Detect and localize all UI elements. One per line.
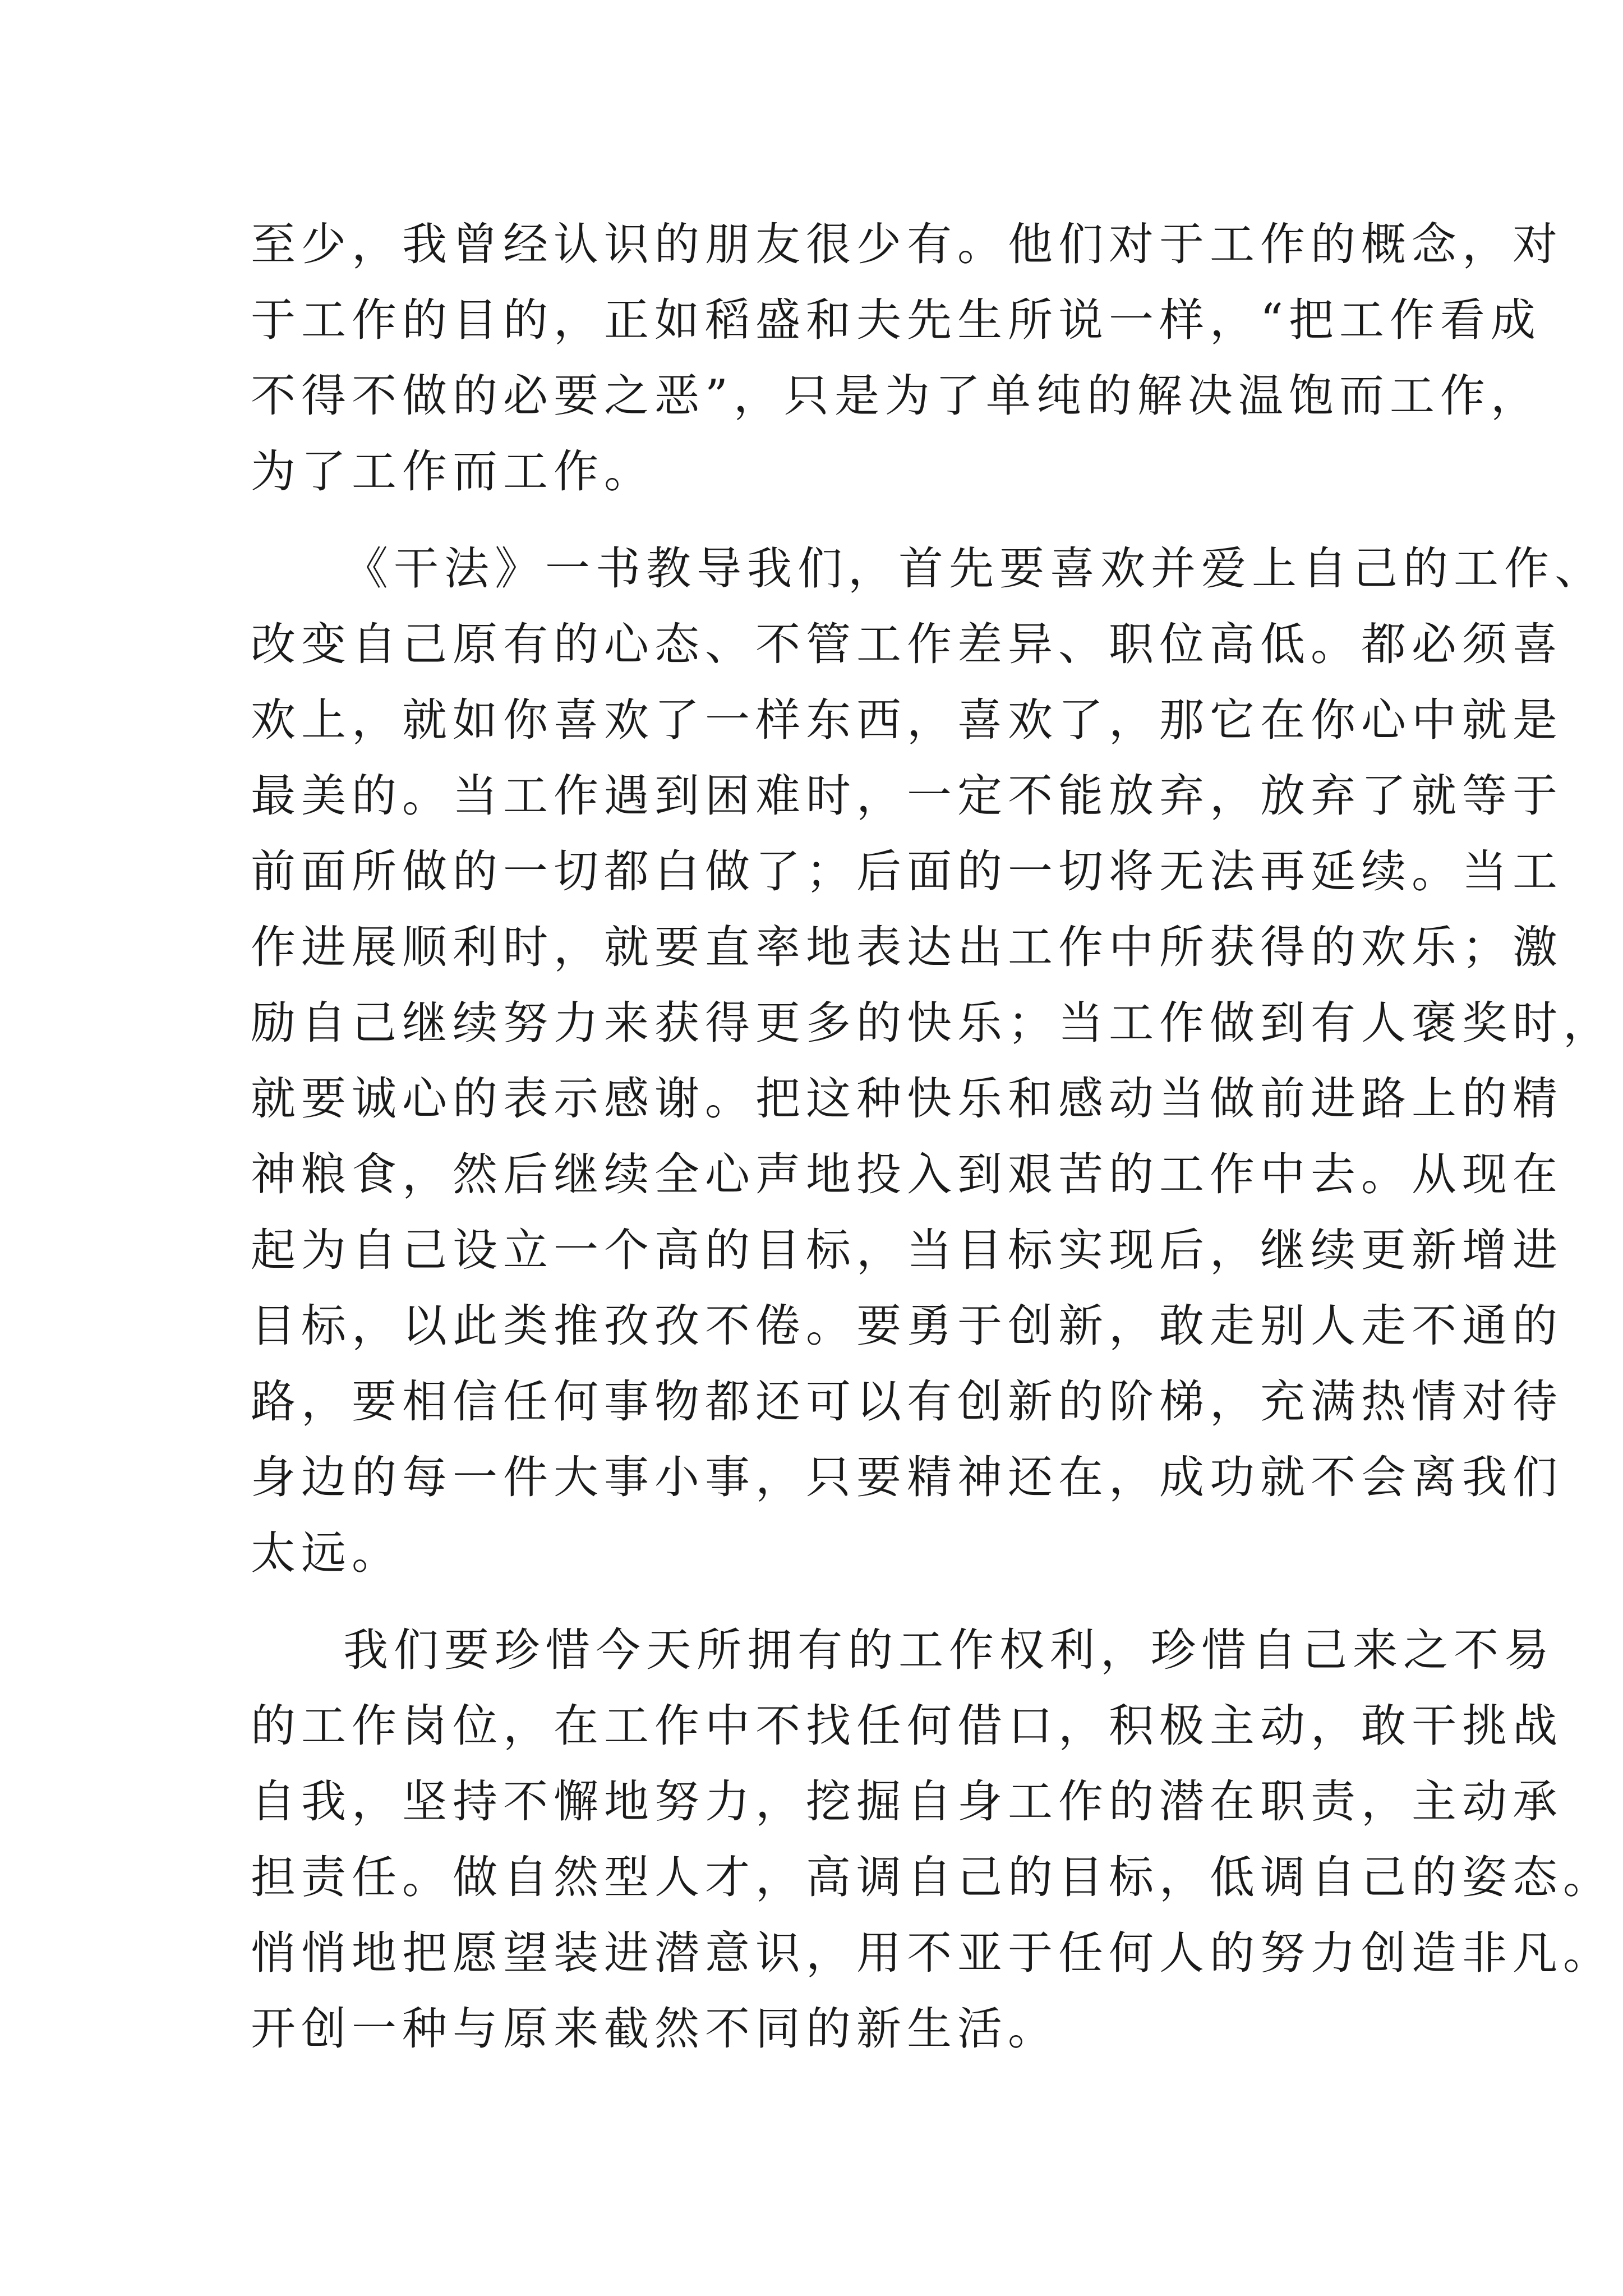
paragraph-line: 作进展顺利时，就要直率地表达出工作中所获得的欢乐；激 — [251, 921, 1563, 973]
paragraph-line: 励自己继续努力来获得更多的快乐；当工作做到有人褒奖时， — [251, 997, 1613, 1049]
paragraph-line: 改变自己原有的心态、不管工作差异、职位高低。都必须喜 — [251, 618, 1563, 670]
paragraph-3 — [251, 1612, 1613, 2067]
paragraph-spacer — [251, 509, 1384, 531]
paragraph-2 — [251, 531, 1613, 1591]
paragraph-line: 太远。 — [251, 1527, 402, 1579]
paragraph-line: 欢上，就如你喜欢了一样东西，喜欢了，那它在你心中就是 — [251, 694, 1563, 746]
paragraph-line: 为了工作而工作。 — [251, 445, 654, 498]
paragraph-line: 神粮食，然后继续全心声地投入到艰苦的工作中去。从现在 — [251, 1148, 1563, 1200]
paragraph-line: 我们要珍惜今天所拥有的工作权利，珍惜自己来之不易 — [343, 1624, 1555, 1676]
paragraph-line: 身边的每一件大事小事，只要精神还在，成功就不会离我们 — [251, 1451, 1563, 1503]
paragraph-spacer — [251, 1591, 1384, 1612]
paragraph-line: 目标，以此类推孜孜不倦。要勇于创新，敢走别人走不通的 — [251, 1300, 1563, 1352]
document-body — [251, 206, 1613, 2067]
paragraph-line: 就要诚心的表示感谢。把这种快乐和感动当做前进路上的精 — [251, 1073, 1563, 1125]
paragraph-line: 担责任。做自然型人才，高调自己的目标，低调自己的姿态。 — [251, 1851, 1613, 1903]
paragraph-line: 于工作的目的，正如稻盛和夫先生所说一样，“把工作看成 — [251, 294, 1541, 346]
paragraph-line: 前面所做的一切都白做了；后面的一切将无法再延续。当工 — [251, 845, 1563, 898]
paragraph-line: 开创一种与原来截然不同的新生活。 — [251, 2003, 1058, 2055]
paragraph-line: 《干法》一书教导我们，首先要喜欢并爱上自己的工作、 — [343, 542, 1605, 595]
paragraph-line: 悄悄地把愿望装进潜意识，用不亚于任何人的努力创造非凡。 — [251, 1927, 1613, 1979]
paragraph-line: 自我，坚持不懈地努力，挖掘自身工作的潜在职责，主动承 — [251, 1775, 1563, 1828]
paragraph-1 — [251, 206, 1563, 509]
paragraph-line: 的工作岗位，在工作中不找任何借口，积极主动，敢干挑战 — [251, 1700, 1563, 1752]
paragraph-line: 最美的。当工作遇到困难时，一定不能放弃，放弃了就等于 — [251, 770, 1563, 822]
paragraph-line: 起为自己设立一个高的目标，当目标实现后，继续更新增进 — [251, 1224, 1563, 1276]
paragraph-line: 路，要相信任何事物都还可以有创新的阶梯，充满热情对待 — [251, 1375, 1563, 1428]
paragraph-line: 不得不做的必要之恶”，只是为了单纯的解决温饱而工作， — [251, 370, 1541, 422]
paragraph-line: 至少，我曾经认识的朋友很少有。他们对于工作的概念，对 — [251, 218, 1563, 270]
